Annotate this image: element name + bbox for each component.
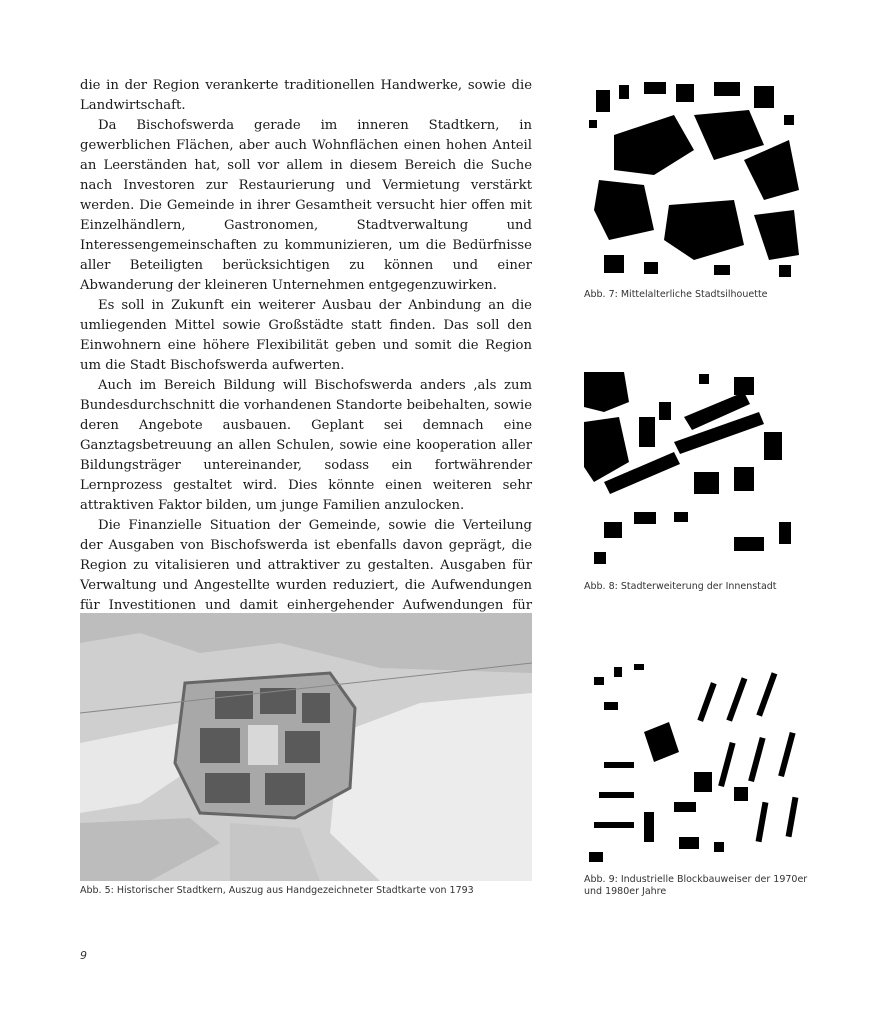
figure-5-caption: Abb. 5: Historischer Stadtkern, Auszug aus Handgezeichneter Stadtkarte von 1793 — [80, 885, 474, 896]
paragraph-4: Auch im Bereich Bildung will Bischofswerda anders ,als zum Bundesdurchschnitt die vorhandenen Standorte beibehalten, sowie deren Angebote ausbauen. Geplant sei demnach eine Ganztagsbetreuung an allen Schulen, sowie eine kooperation aller Bildungsträger untereinander, sodass ein fortwährender Lernprozess gestaltet wird. Dies könnte einen weiteren sehr attraktiven Faktor bilden, um junge Familien anzulocken. — [80, 378, 532, 513]
paragraph-1: die in der Region verankerte traditionellen Handwerke, sowie die Landwirtschaft. — [80, 78, 532, 113]
figure-8-caption: Abb. 8: Stadterweiterung der Innenstadt — [584, 581, 777, 592]
city-expansion-plan — [584, 372, 806, 576]
industrial-blocks-plan — [584, 662, 806, 868]
medieval-silhouette-plan — [584, 80, 806, 280]
figure-7-caption: Abb. 7: Mittelalterliche Stadtsilhouette — [584, 289, 768, 300]
paragraph-3: Es soll in Zukunft ein weiterer Ausbau der Anbindung an die umliegenden Mittel sowie Großstädte statt finden. Das soll den Einwohnern eine höhere Flexibilität geben und somit die Region um die Stadt Bischofswerda aufwerten. — [80, 298, 532, 373]
figure-9-caption-line-1: Abb. 9: Industrielle Blockbauweiser der 1970er — [584, 874, 808, 885]
body-text — [80, 76, 532, 656]
figure-9-caption-line-2: und 1980er Jahre — [584, 886, 667, 897]
figure-9-caption — [584, 874, 807, 898]
page-number: 9 — [80, 949, 87, 962]
paragraph-2: Da Bischofswerda gerade im inneren Stadtkern, in gewerblichen Flächen, aber auch Wohnflächen einen hohen Anteil an Leerständen hat, soll vor allem in diesem Bereich die Suche nach Investoren zur Restaurierung und Vermietung verstärkt werden. Die Gemeinde in ihrer Gesamtheit versucht hier offen mit Einzelhändlern, Gastronomen, Stadtverwaltung und Interessengemeinschaften zu kommunizieren, um die Bedürfnisse aller Beteiligten berücksichtigen zu können und einer Abwanderung der kleineren Unternehmen entgegenzuwirken. — [80, 118, 532, 293]
paragraph-5: Die Finanzielle Situation der Gemeinde, sowie die Verteilung der Ausgaben von Bischofswerda ist ebenfalls davon geprägt, die Region zu vitalisieren und attraktiver zu gestalten. Ausgaben für Verwaltung und Angestellte wurden reduziert, die Aufwendungen für Investitionen und damit einhergehender Aufwendungen für — [80, 518, 532, 613]
historic-map-image — [80, 613, 532, 881]
